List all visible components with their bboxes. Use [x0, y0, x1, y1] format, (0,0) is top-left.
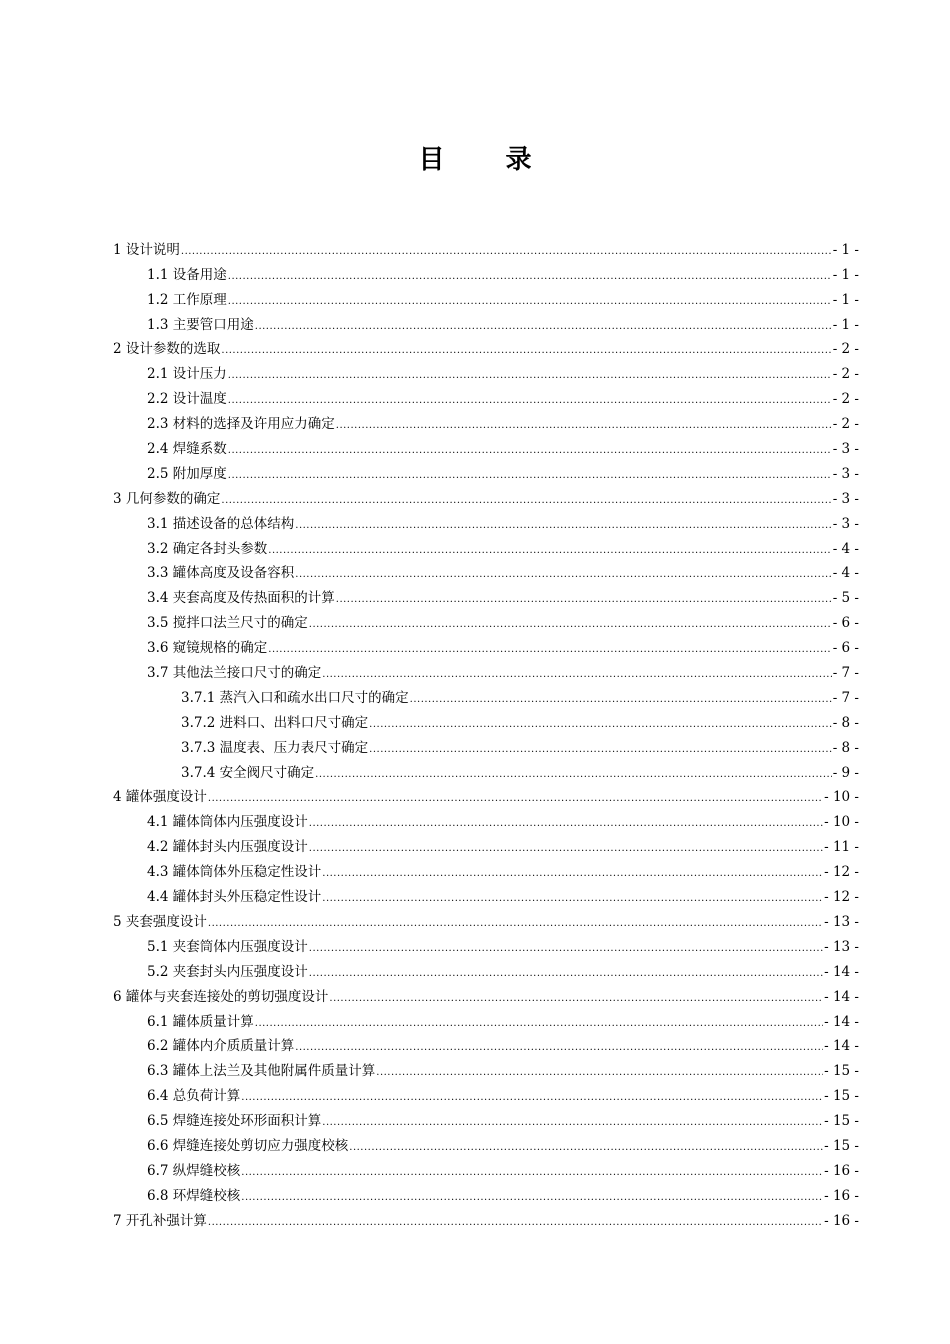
toc-entry[interactable]: [113, 1130, 859, 1155]
toc-entry-label: 2.5 附加厚度: [147, 465, 227, 482]
toc-entry[interactable]: [113, 558, 859, 583]
toc-entry[interactable]: [113, 309, 859, 334]
toc-entry[interactable]: [113, 657, 859, 682]
toc-dot-leader: [336, 419, 832, 433]
toc-entry-label: 3.7.1 蒸汽入口和疏水出口尺寸的确定: [181, 689, 409, 706]
toc-entry-page: - 11 -: [824, 839, 859, 856]
toc-dot-leader: [369, 718, 832, 732]
toc-entry-label: 1.3 主要管口用途: [147, 316, 254, 333]
toc-entry[interactable]: [113, 234, 859, 259]
toc-entry-label: 6.2 罐体内介质质量计算: [147, 1038, 295, 1055]
toc-dot-leader: [349, 1141, 823, 1155]
toc-entry-page: - 6 -: [832, 640, 859, 657]
toc-entry-label: 3.5 搅拌口法兰尺寸的确定: [147, 615, 308, 632]
toc-entry-page: - 4 -: [832, 540, 859, 557]
toc-entry-label: 6.6 焊缝连接处剪切应力强度校核: [147, 1137, 349, 1154]
toc-entry-label: 2.3 材料的选择及许用应力确定: [147, 416, 335, 433]
toc-entry-page: - 14 -: [824, 1038, 859, 1055]
toc-entry-label: 5 夹套强度设计: [113, 913, 207, 930]
toc-entry-page: - 15 -: [824, 1063, 859, 1080]
toc-entry-label: 5.1 夹套筒体内压强度设计: [147, 938, 308, 955]
toc-entry-page: - 14 -: [824, 1013, 859, 1030]
toc-dot-leader: [228, 295, 832, 309]
toc-dot-leader: [309, 942, 823, 956]
toc-dot-leader: [295, 568, 831, 582]
toc-dot-leader: [369, 743, 832, 757]
toc-entry-label: 4.1 罐体筒体内压强度设计: [147, 814, 308, 831]
toc-dot-leader: [241, 1191, 823, 1205]
toc-entry-label: 3.3 罐体高度及设备容积: [147, 565, 295, 582]
toc-entry[interactable]: [113, 1105, 859, 1130]
toc-entry-page: - 12 -: [824, 864, 859, 881]
toc-entry-label: 3.1 描述设备的总体结构: [147, 515, 295, 532]
toc-entry[interactable]: [113, 334, 859, 359]
toc-entry-page: - 10 -: [824, 789, 859, 806]
toc-dot-leader: [228, 270, 832, 284]
toc-entry-page: - 2 -: [832, 391, 859, 408]
toc-entry[interactable]: [113, 433, 859, 458]
toc-entry[interactable]: [113, 533, 859, 558]
toc-entry[interactable]: [113, 383, 859, 408]
toc-entry-label: 1 设计说明: [113, 241, 180, 258]
toc-entry-label: 6.4 总负荷计算: [147, 1088, 241, 1105]
toc-entry-label: 6.8 环焊缝校核: [147, 1187, 241, 1204]
toc-entry[interactable]: [113, 981, 859, 1006]
toc-entry[interactable]: [113, 732, 859, 757]
toc-dot-leader: [241, 1166, 823, 1180]
toc-entry-page: - 1 -: [832, 291, 859, 308]
toc-dot-leader: [241, 1091, 823, 1105]
toc-dot-leader: [208, 1216, 823, 1230]
toc-entry-label: 6.3 罐体上法兰及其他附属件质量计算: [147, 1063, 376, 1080]
toc-entry-page: - 5 -: [832, 590, 859, 607]
toc-entry-page: - 7 -: [832, 665, 859, 682]
toc-entry-page: - 16 -: [824, 1162, 859, 1179]
toc-entry-page: - 3 -: [832, 441, 859, 458]
toc-entry[interactable]: [113, 906, 859, 931]
toc-entry-label: 3.6 窥镜规格的确定: [147, 640, 268, 657]
toc-dot-leader: [268, 544, 831, 558]
toc-dot-leader: [181, 245, 832, 259]
toc-dot-leader: [228, 369, 832, 383]
toc-dot-leader: [309, 842, 823, 856]
toc-entry-label: 2.4 焊缝系数: [147, 441, 227, 458]
toc-entry-label: 2 设计参数的选取: [113, 341, 221, 358]
toc-entry-label: 5.2 夹套封头内压强度设计: [147, 963, 308, 980]
toc-entry-page: - 12 -: [824, 889, 859, 906]
toc-entry-page: - 3 -: [832, 515, 859, 532]
toc-entry-page: - 10 -: [824, 814, 859, 831]
page-title: 目 录: [418, 145, 558, 175]
toc-dot-leader: [329, 992, 823, 1006]
toc-dot-leader: [322, 867, 823, 881]
toc-entry[interactable]: [113, 284, 859, 309]
toc-entry-label: 3.7.4 安全阀尺寸确定: [181, 764, 315, 781]
toc-entry-page: - 15 -: [824, 1137, 859, 1154]
toc-entry[interactable]: [113, 831, 859, 856]
toc-dot-leader: [309, 618, 832, 632]
toc-entry-page: - 16 -: [824, 1212, 859, 1229]
toc-entry[interactable]: [113, 881, 859, 906]
toc-entry-page: - 13 -: [824, 938, 859, 955]
toc-entry[interactable]: [113, 632, 859, 657]
toc-entry-label: 6.5 焊缝连接处环形面积计算: [147, 1113, 322, 1130]
toc-entry[interactable]: [113, 856, 859, 881]
toc-entry[interactable]: [113, 458, 859, 483]
toc-entry-page: - 2 -: [832, 341, 859, 358]
toc-dot-leader: [336, 593, 832, 607]
toc-dot-leader: [309, 817, 823, 831]
toc-dot-leader: [255, 1017, 823, 1031]
toc-dot-leader: [410, 693, 832, 707]
toc-entry[interactable]: [113, 757, 859, 782]
toc-entry[interactable]: [113, 1205, 859, 1230]
toc-entry[interactable]: [113, 358, 859, 383]
toc-entry-label: 4.3 罐体筒体外压稳定性设计: [147, 864, 322, 881]
toc-entry-label: 1.1 设备用途: [147, 266, 227, 283]
toc-entry-label: 2.1 设计压力: [147, 366, 227, 383]
toc-entry-page: - 13 -: [824, 913, 859, 930]
toc-entry-label: 7 开孔补强计算: [113, 1212, 207, 1229]
toc-entry-label: 6 罐体与夹套连接处的剪切强度设计: [113, 988, 329, 1005]
toc-entry-label: 3.7 其他法兰接口尺寸的确定: [147, 665, 322, 682]
toc-dot-leader: [228, 469, 832, 483]
toc-dot-leader: [315, 768, 832, 782]
toc-entry-page: - 9 -: [832, 764, 859, 781]
toc-entry[interactable]: [113, 408, 859, 433]
toc-entry-page: - 8 -: [832, 739, 859, 756]
toc-dot-leader: [376, 1066, 823, 1080]
toc-entry-page: - 1 -: [832, 241, 859, 258]
toc-entry-page: - 14 -: [824, 988, 859, 1005]
toc-entry-label: 2.2 设计温度: [147, 391, 227, 408]
toc-dot-leader: [322, 1116, 823, 1130]
toc-dot-leader: [322, 668, 831, 682]
toc-entry-label: 3 几何参数的确定: [113, 490, 221, 507]
toc-entry-page: - 14 -: [824, 963, 859, 980]
toc-entry[interactable]: [113, 682, 859, 707]
toc-entry[interactable]: [113, 508, 859, 533]
toc-entry-page: - 15 -: [824, 1088, 859, 1105]
toc-entry[interactable]: [113, 931, 859, 956]
toc-entry-page: - 6 -: [832, 615, 859, 632]
toc-entry[interactable]: [113, 806, 859, 831]
toc-entry-page: - 16 -: [824, 1187, 859, 1204]
toc-dot-leader: [208, 792, 823, 806]
toc-dot-leader: [322, 892, 823, 906]
toc-entry-label: 4 罐体强度设计: [113, 789, 207, 806]
toc-entry-label: 1.2 工作原理: [147, 291, 227, 308]
toc-entry-label: 6.7 纵焊缝校核: [147, 1162, 241, 1179]
toc-entry-page: - 2 -: [832, 416, 859, 433]
toc-dot-leader: [221, 344, 831, 358]
toc-dot-leader: [295, 1041, 823, 1055]
toc-entry-page: - 8 -: [832, 714, 859, 731]
toc-entry[interactable]: [113, 1155, 859, 1180]
toc-entry-label: 3.7.2 进料口、出料口尺寸确定: [181, 714, 369, 731]
toc-entry-label: 4.4 罐体封头外压稳定性设计: [147, 889, 322, 906]
toc-entry[interactable]: [113, 1006, 859, 1031]
toc-dot-leader: [208, 917, 823, 931]
toc-entry-label: 6.1 罐体质量计算: [147, 1013, 254, 1030]
toc-dot-leader: [228, 444, 832, 458]
toc-dot-leader: [295, 519, 831, 533]
toc-entry[interactable]: [113, 782, 859, 807]
toc-entry-page: - 3 -: [832, 490, 859, 507]
toc-entry-page: - 1 -: [832, 266, 859, 283]
toc-entry[interactable]: [113, 607, 859, 632]
toc-entry-label: 3.7.3 温度表、压力表尺寸确定: [181, 739, 369, 756]
toc-dot-leader: [309, 967, 823, 981]
toc-entry-page: - 3 -: [832, 465, 859, 482]
toc-entry[interactable]: [113, 1031, 859, 1056]
toc-entry[interactable]: [113, 1080, 859, 1105]
toc-dot-leader: [268, 643, 831, 657]
toc-entry[interactable]: [113, 259, 859, 284]
toc-entry[interactable]: [113, 956, 859, 981]
toc-entry-label: 4.2 罐体封头内压强度设计: [147, 839, 308, 856]
toc-entry-page: - 7 -: [832, 689, 859, 706]
toc-entry[interactable]: [113, 483, 859, 508]
toc-entry-page: - 1 -: [832, 316, 859, 333]
toc-entry[interactable]: [113, 582, 859, 607]
toc-entry-page: - 4 -: [832, 565, 859, 582]
toc-dot-leader: [221, 494, 831, 508]
toc-entry-page: - 15 -: [824, 1113, 859, 1130]
toc-entry-page: - 2 -: [832, 366, 859, 383]
toc-dot-leader: [255, 320, 832, 334]
toc-entry-label: 3.4 夹套高度及传热面积的计算: [147, 590, 335, 607]
toc-entry[interactable]: [113, 1180, 859, 1205]
table-of-contents: [113, 234, 859, 1230]
toc-entry-label: 3.2 确定各封头参数: [147, 540, 268, 557]
toc-dot-leader: [228, 394, 832, 408]
toc-entry[interactable]: [113, 1055, 859, 1080]
toc-entry[interactable]: [113, 707, 859, 732]
